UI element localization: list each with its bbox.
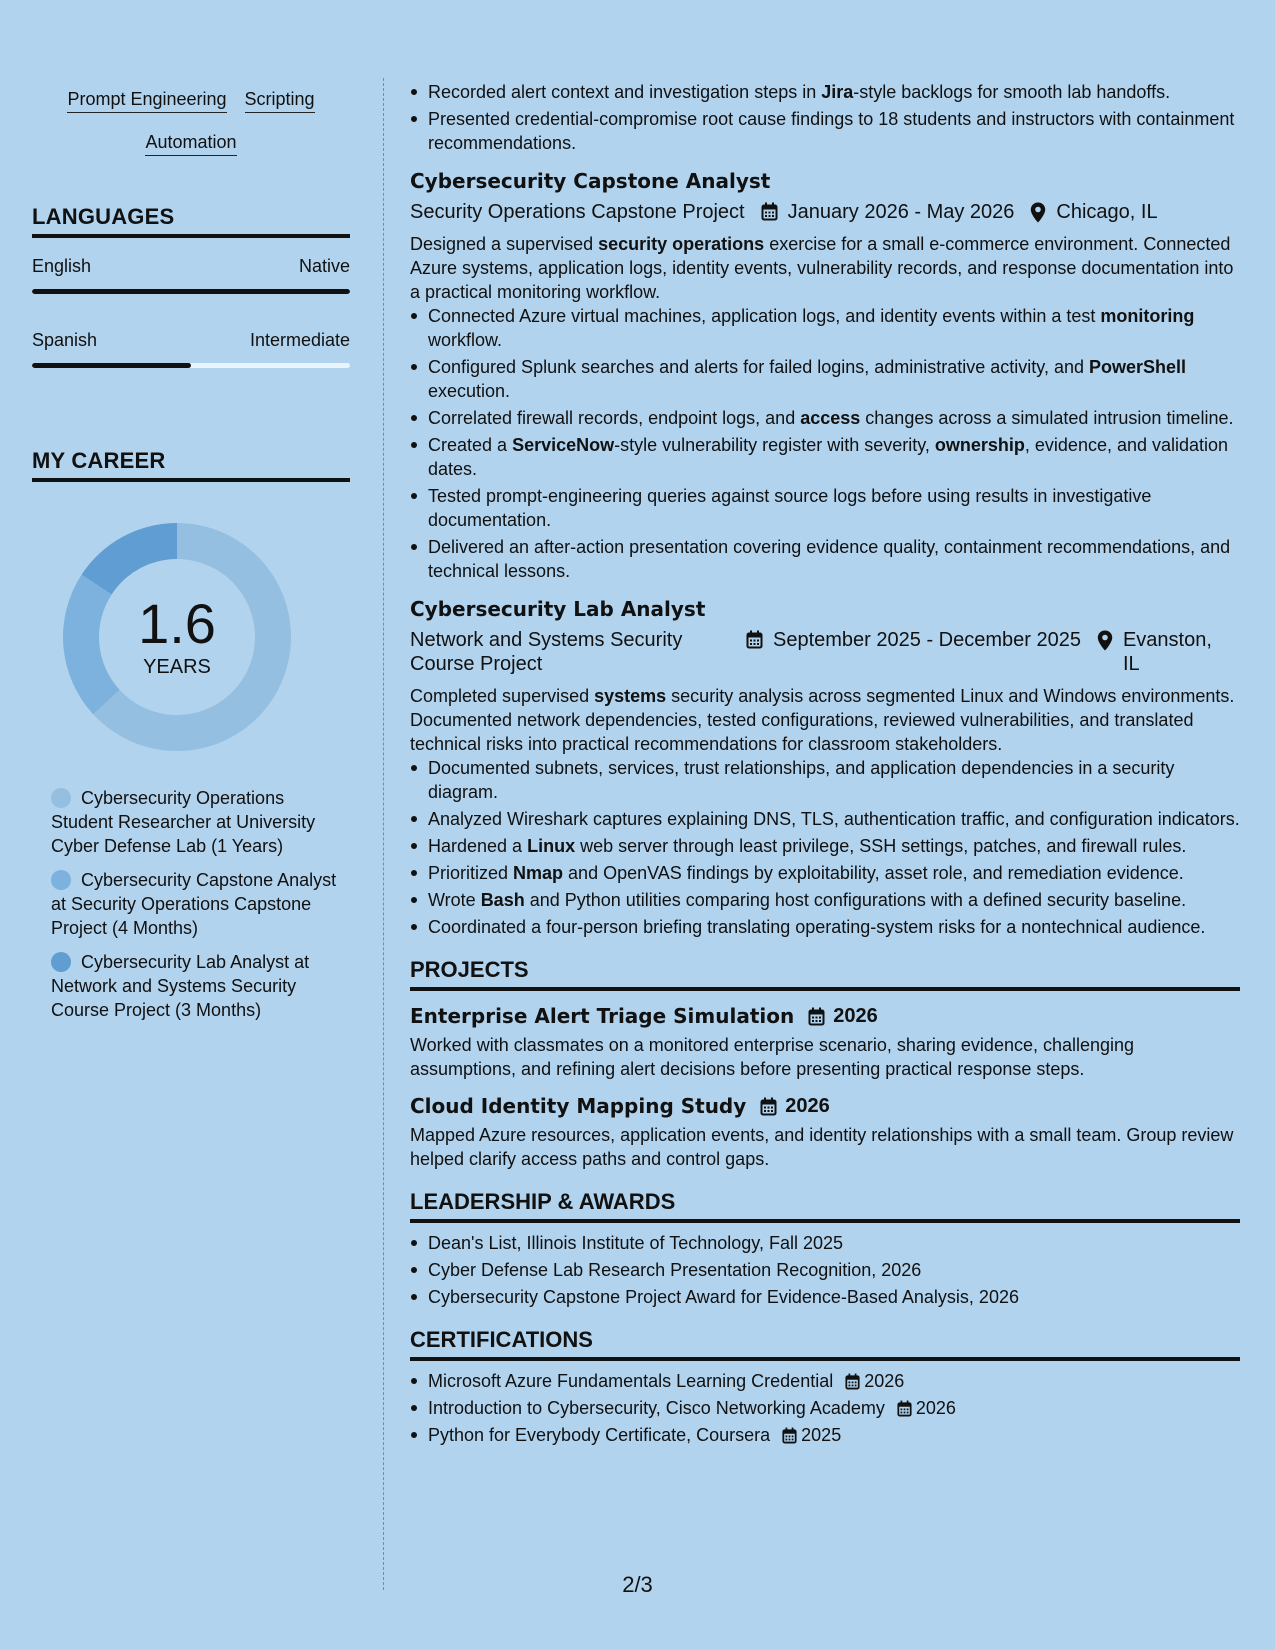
job-title: Cybersecurity Lab Analyst [410, 597, 706, 621]
project-title-row [410, 1093, 1240, 1119]
job-meta [410, 200, 1240, 224]
certification-item [410, 1423, 1240, 1447]
language-level: Native [298, 256, 350, 276]
bullet-item: Presented credential-compromise root cause findings to 18 students and instructors with containment recommendations. [410, 107, 1240, 155]
skills-list [32, 80, 350, 156]
projects-list [410, 1003, 1240, 1171]
bullet-item: Correlated firewall records, endpoint logs, and access changes across a simulated intrusion timeline. [410, 406, 1240, 430]
calendar-icon [845, 1373, 860, 1390]
language-level: Intermediate [249, 330, 350, 350]
legend-dot [51, 788, 71, 808]
projects-heading: PROJECTS [410, 957, 1240, 991]
award-item: Cyber Defense Lab Research Presentation Recognition, 2026 [410, 1258, 1240, 1282]
bullet-item: Tested prompt-engineering queries against source logs before using results in investigative documentation. [410, 484, 1240, 532]
award-item: Cybersecurity Capstone Project Award for Evidence-Based Analysis, 2026 [410, 1285, 1240, 1309]
job-organization: Security Operations Capstone Project [410, 201, 745, 223]
language-row [32, 330, 350, 351]
career-total: 1.6 [138, 591, 216, 655]
certification-year: 2026 [915, 1398, 956, 1418]
job-title: Cybersecurity Capstone Analyst [410, 169, 771, 193]
donut-center [62, 522, 292, 752]
page-number: 2/3 [622, 1572, 653, 1597]
job-dates [761, 200, 1015, 224]
project-year: 2026 [833, 1005, 878, 1027]
career-donut-chart [62, 522, 292, 752]
career-legend-item [51, 950, 341, 1022]
calendar-icon [761, 202, 778, 221]
skill-tag: Automation [145, 131, 236, 156]
bullet-item: Connected Azure virtual machines, application logs, and identity events within a test monitoring workflow. [410, 304, 1240, 352]
bullet-item: Analyzed Wireshark captures explaining DNS, TLS, authentication traffic, and configuration indicators. [410, 807, 1240, 831]
certification-year: 2025 [801, 1425, 842, 1445]
skill-tag: Prompt Engineering [67, 88, 226, 113]
certification-item [410, 1369, 1240, 1393]
languages-heading: LANGUAGES [32, 204, 350, 238]
career-legend-item [51, 868, 341, 940]
career-heading: MY CAREER [32, 448, 350, 482]
legend-label: Cybersecurity Lab Analyst at Network and Systems Security Course Project (3 Months) [51, 952, 310, 1020]
legend-dot [51, 952, 71, 972]
project-year: 2026 [785, 1095, 830, 1117]
project-title: Cloud Identity Mapping Study [410, 1094, 747, 1118]
job-meta [410, 628, 1240, 676]
project-description: Worked with classmates on a monitored enterprise scenario, sharing evidence, challenging assumptions, and refining alert decisions before presenting practical response steps. [410, 1035, 1135, 1079]
language-name: Spanish [32, 330, 98, 350]
bullet-item: Documented subnets, services, trust relationships, and application dependencies in a security diagram. [410, 756, 1240, 804]
skill-tag: Scripting [245, 88, 315, 113]
language-item [32, 330, 350, 368]
carry-over-bullets [410, 80, 1240, 155]
job-entry [410, 596, 1240, 939]
job-location-text: Evanston, IL [1122, 629, 1212, 675]
bullet-item: Recorded alert context and investigation steps in Jira-style backlogs for smooth lab handoffs. [410, 80, 1240, 104]
legend-label: Cybersecurity Capstone Analyst at Security Operations Capstone Project (4 Months) [51, 870, 337, 938]
bullet-item: Coordinated a four-person briefing translating operating-system risks for a nontechnical audience. [410, 915, 1240, 939]
calendar-icon [782, 1427, 797, 1444]
award-item: Dean's List, Illinois Institute of Technology, Fall 2025 [410, 1231, 1240, 1255]
job-description: Completed supervised systems security analysis across segmented Linux and Windows environments. Documented network dependencies, tested configurations, reviewed vulnerabilities, and translated technical risks into practical recommendations for classroom stakeholders. [410, 686, 1235, 754]
career-legend-item [51, 786, 341, 858]
project-entry [410, 1003, 1240, 1081]
project-title: Enterprise Alert Triage Simulation [410, 1004, 795, 1028]
job-bullets [410, 756, 1240, 939]
bullet-item: Delivered an after-action presentation covering evidence quality, containment recommendations, and technical lessons. [410, 535, 1240, 583]
map-pin-icon [1030, 202, 1046, 223]
certification-name: Microsoft Azure Fundamentals Learning Credential [428, 1371, 834, 1391]
language-bar [32, 289, 350, 294]
bullet-item: Prioritized Nmap and OpenVAS findings by exploitability, asset role, and remediation evidence. [410, 861, 1240, 885]
language-bar-fill [32, 289, 350, 294]
certification-year: 2026 [864, 1371, 905, 1391]
job-dates [746, 628, 1081, 652]
certification-name: Introduction to Cybersecurity, Cisco Networking Academy [428, 1398, 885, 1418]
language-item [32, 256, 350, 294]
certifications-heading: CERTIFICATIONS [410, 1327, 1240, 1361]
certification-item [410, 1396, 1240, 1420]
main-column [410, 80, 1240, 1450]
job-dates-text: January 2026 - May 2026 [787, 201, 1015, 223]
job-dates-text: September 2025 - December 2025 [773, 629, 1081, 651]
bullet-item: Created a ServiceNow-style vulnerability register with severity, ownership, evidence, and validation dates. [410, 433, 1240, 481]
calendar-icon [746, 630, 763, 649]
career-unit: YEARS [143, 655, 211, 678]
project-description: Mapped Azure resources, application events, and identity relationships with a small team. Group review helped clarify access paths and control gaps. [410, 1125, 1234, 1169]
career-legend [32, 786, 350, 1022]
bullet-item: Configured Splunk searches and alerts for failed logins, administrative activity, and PowerShell execution. [410, 355, 1240, 403]
language-bar [32, 363, 350, 368]
legend-dot [51, 870, 71, 890]
awards-heading: LEADERSHIP & AWARDS [410, 1189, 1240, 1223]
job-entry [410, 168, 1240, 583]
calendar-icon [760, 1097, 777, 1116]
job-location [1030, 200, 1157, 224]
calendar-icon [808, 1007, 825, 1026]
certification-name: Python for Everybody Certificate, Coursera [428, 1425, 771, 1445]
column-divider [383, 78, 384, 1590]
language-bar-fill [32, 363, 191, 368]
experience-list [410, 168, 1240, 939]
certifications-list [410, 1369, 1240, 1447]
job-bullets [410, 304, 1240, 583]
job-organization: Network and Systems Security Course Project [410, 629, 683, 675]
calendar-icon [897, 1400, 912, 1417]
bullet-item: Wrote Bash and Python utilities comparing host configurations with a defined security baseline. [410, 888, 1240, 912]
language-name: English [32, 256, 92, 276]
project-title-row [410, 1003, 1240, 1029]
languages-list [32, 256, 350, 368]
sidebar [32, 80, 350, 1032]
project-entry [410, 1093, 1240, 1171]
job-location-text: Chicago, IL [1056, 201, 1158, 223]
awards-list [410, 1231, 1240, 1309]
job-description: Designed a supervised security operations exercise for a small e-commerce environment. Connected Azure systems, application logs, identity events, vulnerability records, and response documentation into a practical monitoring workflow. [410, 234, 1234, 302]
legend-label: Cybersecurity Operations Student Researcher at University Cyber Defense Lab (1 Years) [51, 788, 316, 856]
job-location [1097, 628, 1215, 676]
bullet-item: Hardened a Linux web server through least privilege, SSH settings, patches, and firewall rules. [410, 834, 1240, 858]
map-pin-icon [1097, 630, 1113, 651]
language-row [32, 256, 350, 277]
